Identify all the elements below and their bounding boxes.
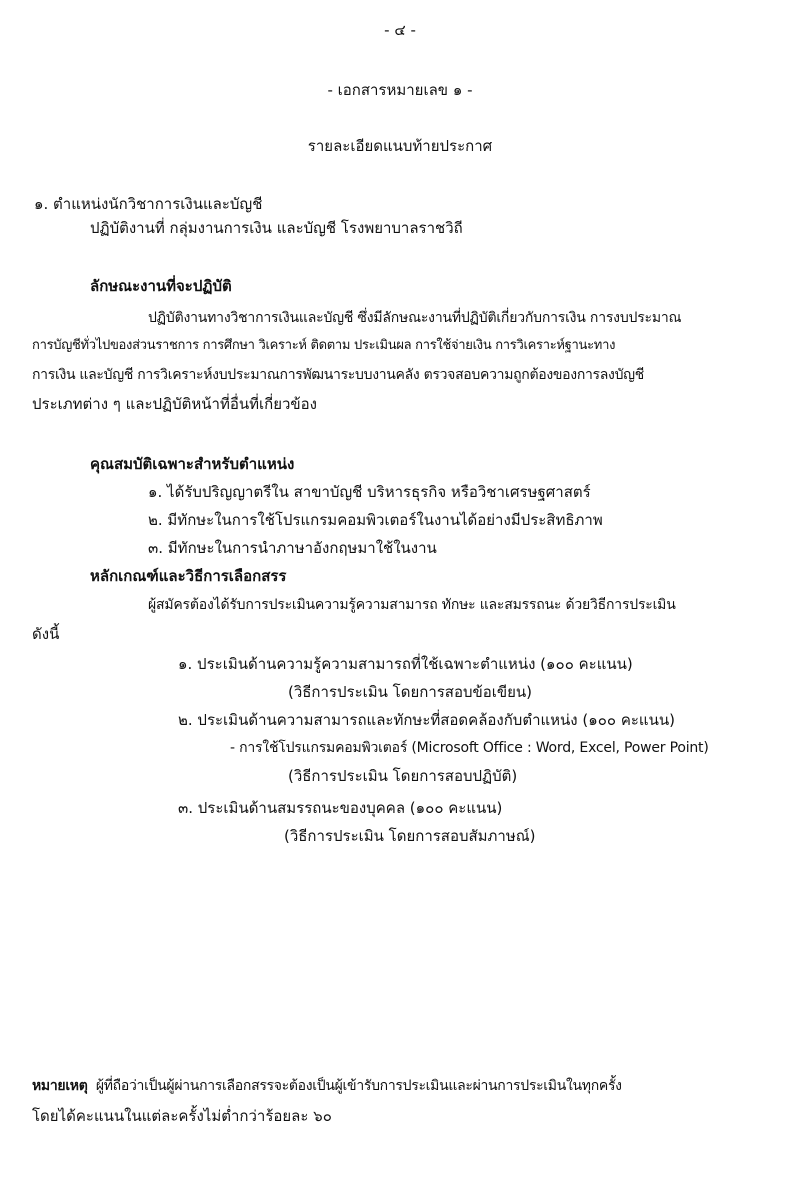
job-nature-line-1: ปฏิบัติงานทางวิชาการเงินและบัญชี ซึ่งมีลักษณะงานที่ปฏิบัติเกี่ยวกับการเงิน การงบประมาณ [148, 310, 682, 326]
criterion-1-title: ๑. ประเมินด้านความรู้ความสามารถที่ใช้เฉพาะตำแหน่ง (๑๐๐ คะแนน) [178, 655, 633, 673]
document-title: รายละเอียดแนบท้ายประกาศ [307, 137, 493, 155]
qualification-item-3: ๓. มีทักษะในการนำภาษาอังกฤษมาใช้ในงาน [148, 539, 437, 557]
note-text-1: ผู้ที่ถือว่าเป็นผู้ผ่านการเลือกสรรจะต้องเป็นผู้เข้ารับการประเมินและผ่านการประเมินในทุกครั้ง [95, 1078, 622, 1094]
criterion-3-title: ๓. ประเมินด้านสมรรถนะของบุคคล (๑๐๐ คะแนน) [178, 799, 503, 817]
criterion-2-sub: - การใช้โปรแกรมคอมพิวเตอร์ (Microsoft Office : Word, Excel, Power Point) [230, 740, 709, 756]
job-nature-heading: ลักษณะงานที่จะปฏิบัติ [90, 277, 232, 295]
note-line-1 [32, 1076, 774, 1096]
qualifications-heading: คุณสมบัติเฉพาะสำหรับตำแหน่ง [90, 455, 295, 473]
criterion-3-method: (วิธีการประเมิน โดยการสอบสัมภาษณ์) [284, 827, 536, 845]
note-label: หมายเหตุ [32, 1078, 88, 1094]
page-number: - ๔ - [384, 21, 416, 39]
job-nature-line-2: การบัญชีทั่วไปของส่วนราชการ การศึกษา วิเคราะห์ ติดตาม ประเมินผล การใช้จ่ายเงิน การวิเคราะห์ฐานะทาง [32, 338, 616, 353]
criterion-2-method: (วิธีการประเมิน โดยการสอบปฏิบัติ) [288, 767, 518, 785]
criterion-1-method: (วิธีการประเมิน โดยการสอบข้อเขียน) [288, 683, 533, 701]
selection-heading: หลักเกณฑ์และวิธีการเลือกสรร [90, 567, 287, 585]
job-nature-line-4: ประเภทต่าง ๆ และปฏิบัติหน้าที่อื่นที่เกี่ยวข้อง [32, 395, 317, 413]
qualification-item-2: ๒. มีทักษะในการใช้โปรแกรมคอมพิวเตอร์ในงานได้อย่างมีประสิทธิภาพ [148, 511, 603, 529]
criterion-2-title: ๒. ประเมินด้านความสามารถและทักษะที่สอดคล้องกับตำแหน่ง (๑๐๐ คะแนน) [178, 711, 675, 729]
selection-intro-line-2: ดังนี้ [32, 625, 60, 643]
position-workplace: ปฏิบัติงานที่ กลุ่มงานการเงิน และบัญชี โรงพยาบาลราชวิถี [90, 219, 463, 237]
note-line-2: โดยได้คะแนนในแต่ละครั้งไม่ต่ำกว่าร้อยละ ๖๐ [32, 1107, 332, 1125]
position-heading: ๑. ตำแหน่งนักวิชาการเงินและบัญชี [34, 195, 263, 213]
selection-intro-line-1: ผู้สมัครต้องได้รับการประเมินความรู้ความสามารถ ทักษะ และสมรรถนะ ด้วยวิธีการประเมิน [148, 597, 676, 613]
document-label: - เอกสารหมายเลข ๑ - [327, 81, 473, 99]
qualification-item-1: ๑. ได้รับปริญญาตรีใน สาขาบัญชี บริหารธุรกิจ หรือวิชาเศรษฐศาสตร์ [148, 483, 591, 501]
job-nature-line-3: การเงิน และบัญชี การวิเคราะห์งบประมาณการพัฒนาระบบงานคลัง ตรวจสอบความถูกต้องของการลงบัญชี [32, 367, 645, 383]
